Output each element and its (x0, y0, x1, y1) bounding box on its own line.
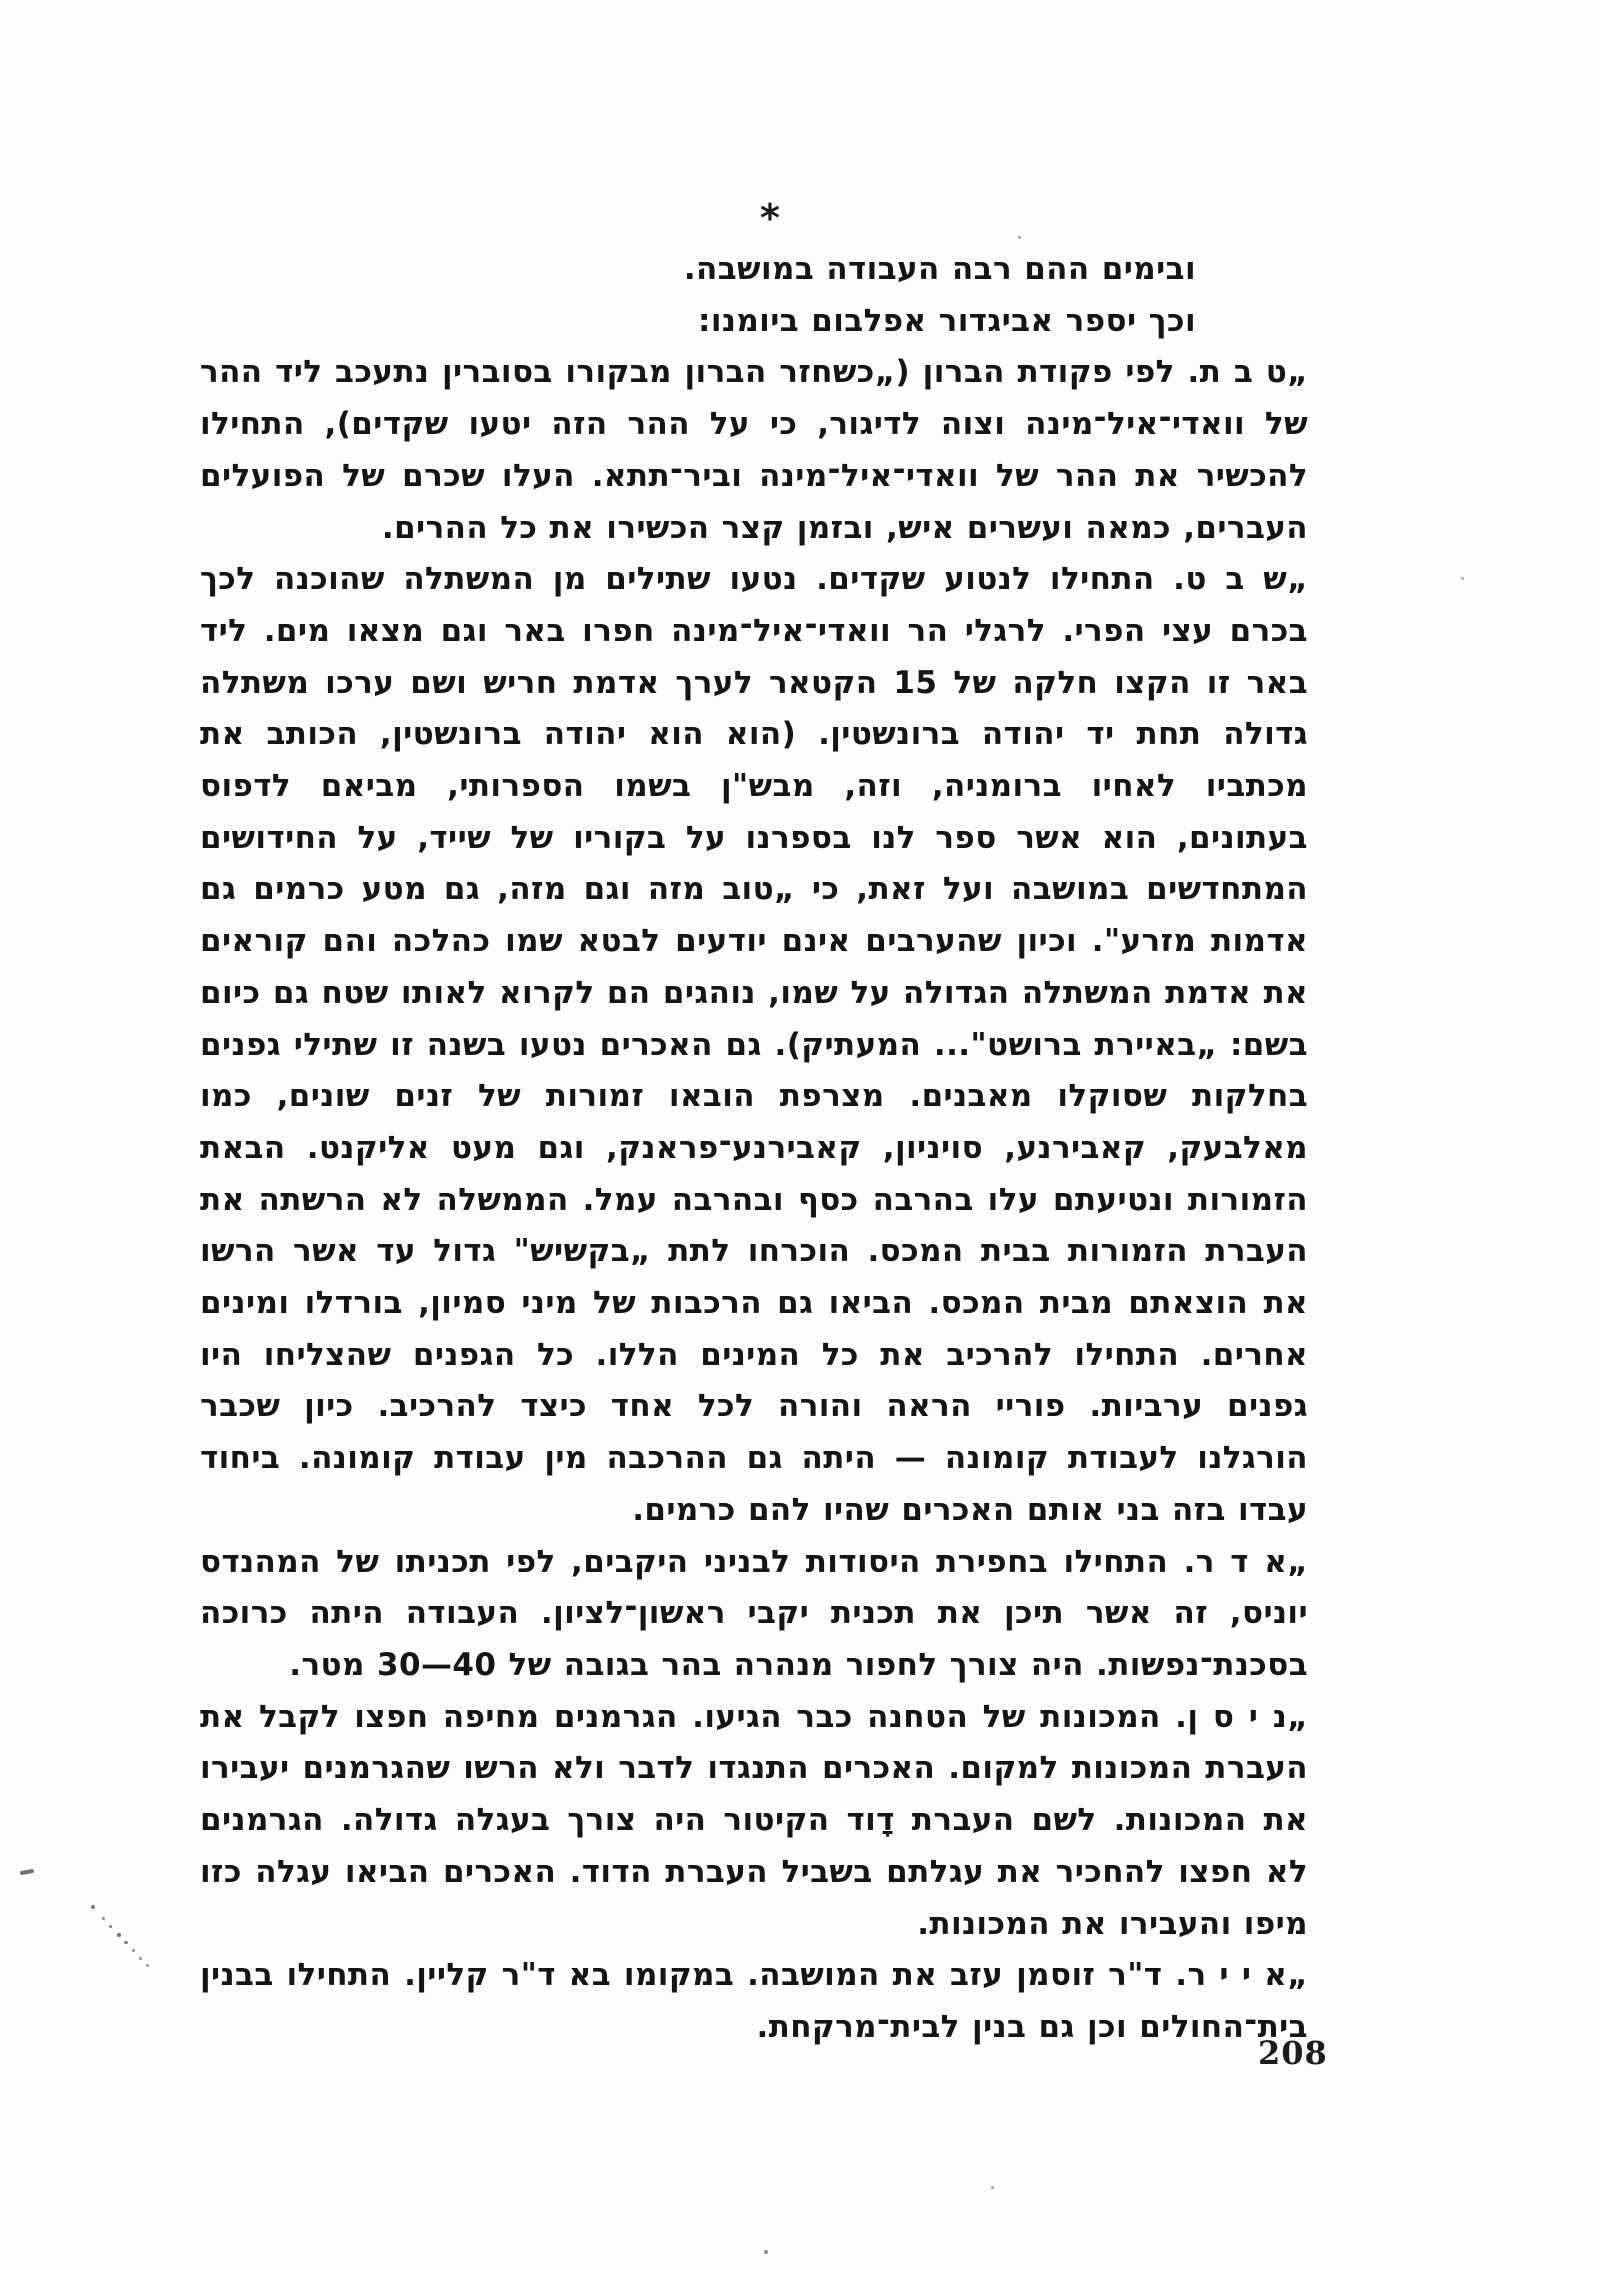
diary-entry-adar: „א ד ר. התחילו בחפירת היסודות לבניני היקבים, לפי תכניתו של המהנדס יוניס, זה אשר תיכן את תכנית יקבי ראשון־לציון. העבודה היתה כרוכה בסכנת־נפשות. היה צורך לחפור מנהרה בהר בגובה של 40—30 מטר. (200, 1543, 1308, 1683)
section-break-asterisk: * (760, 196, 780, 240)
page-number: 208 (1258, 2034, 1328, 2072)
scan-artifact (1461, 577, 1464, 580)
diary-entry-nisan: „נ י ס ן. המכונות של הטחנה כבר הגיעו. הגרמנים מחיפה חפצו לקבל את העברת המכונות למקום. האכרים התנגדו לדבר ולא הרשו שהגרמנים יעבירו את המכונות. לשם העברת דָוד הקיטור היה צורך בעגלה גדולה. הגרמנים לא חפצו להחכיר את עגלתם בשביל העברת הדוד. האכרים הביאו עגלה כזו מיפו והעבירו את המכונות. (200, 1698, 1308, 1942)
scan-artifact (117, 1933, 121, 1937)
intro-line-1: ובימים ההם רבה העבודה במושבה. (683, 251, 1196, 287)
scan-artifact (124, 1941, 128, 1944)
body-text-block (200, 244, 1308, 2054)
diary-entry-tevet: „ט ב ת. לפי פקודת הברון („כשחזר הברון מבקורו בסוברין נתעכב ליד ההר של וואדי־איל־מינה וצוה לדיגור, כי על ההר הזה יטעו שקדים), התחילו להכשיר את ההר של וואדי־איל־מינה וביר־תתא. העלו שכרם של הפועלים העברים, כמאה ועשרים איש, ובזמן קצר הכשירו את כל ההרים. (200, 354, 1308, 546)
scan-artifact (132, 1949, 135, 1952)
intro-line-2: וכך יספר אביגדור אפלבום ביומנו: (698, 302, 1196, 339)
diary-entry-iyar: „א י י ר. ד"ר זוסמן עזב את המושבה. במקומו בא ד"ר קליין. התחילו בבנין בית־החולים וכן גם בנין לבית־מרקחת. (200, 1957, 1308, 2045)
scan-artifact (139, 1957, 142, 1960)
scan-artifact (109, 1925, 112, 1928)
diary-entry-shevat: „ש ב ט. התחילו לנטוע שקדים. נטעו שתילים מן המשתלה שהוכנה לכך בכרם עצי הפרי. לרגלי הר וואדי־איל־מינה חפרו באר וגם מצאו מים. ליד באר זו הקצו חלקה של 15 הקטאר לערך אדמת חריש ושם ערכו משתלה גדולה תחת יד יהודה ברונשטין. (הוא הוא יהודה ברונשטין, הכותב את מכתביו לאחיו ברומניה, וזה, מבש"ן בשמו הספרותי, מביאם לדפוס בעתונים, הוא אשר ספר לנו בספרנו על בקוריו של שייד, על החידושים המתחדשים במושבה ועל זאת, כי „טוב מזה וגם מזה, גם מטע כרמים גם אדמות מזרע". וכיון שהערבים אינם יודעים לבטא שמו כהלכה והם קוראים את אדמת המשתלה הגדולה על שמו, נוהגים הם לקרוא לאותו שטח גם כיום בשם: „באיירת ברושט"... המעתיק). גם האכרים נטעו בשנה זו שתילי גפנים בחלקות שסוקלו מאבנים. מצרפת הובאו זמורות של זנים שונים, כמו מאלבעק, קאבירנע, סויניון, קאבירנע־פראנק, וגם מעט אליקנט. הבאת הזמורות ונטיעתם עלו בהרבה כסף ובהרבה עמל. הממשלה לא הרשתה את העברת הזמורות בבית המכס. הוכרחו לתת „בקשיש" גדול עד אשר הרשו את הוצאתם מבית המכס. הביאו גם הרכבות של מיני סמיון, בורדלו ומינים אחרים. התחילו להרכיב את כל המינים הללו. כל הגפנים שהצליחו היו גפנים ערביות. פוריי הראה והורה לכל אחד כיצד להרכיב. כיון שכבר הורגלנו לעבודת קומונה — היתה גם ההרכבה מין עבודת קומונה. ביחוד עבדו בזה בני אותם האכרים שהיו להם כרמים. (200, 561, 1308, 1528)
scan-artifact (1018, 236, 1021, 239)
scan-artifact (764, 2250, 768, 2254)
scan-artifact (20, 1869, 34, 1875)
scan-artifact (991, 2186, 994, 2189)
scan-artifact (146, 1964, 149, 1967)
scan-artifact (102, 1917, 105, 1920)
scan-artifact (91, 1905, 95, 1909)
